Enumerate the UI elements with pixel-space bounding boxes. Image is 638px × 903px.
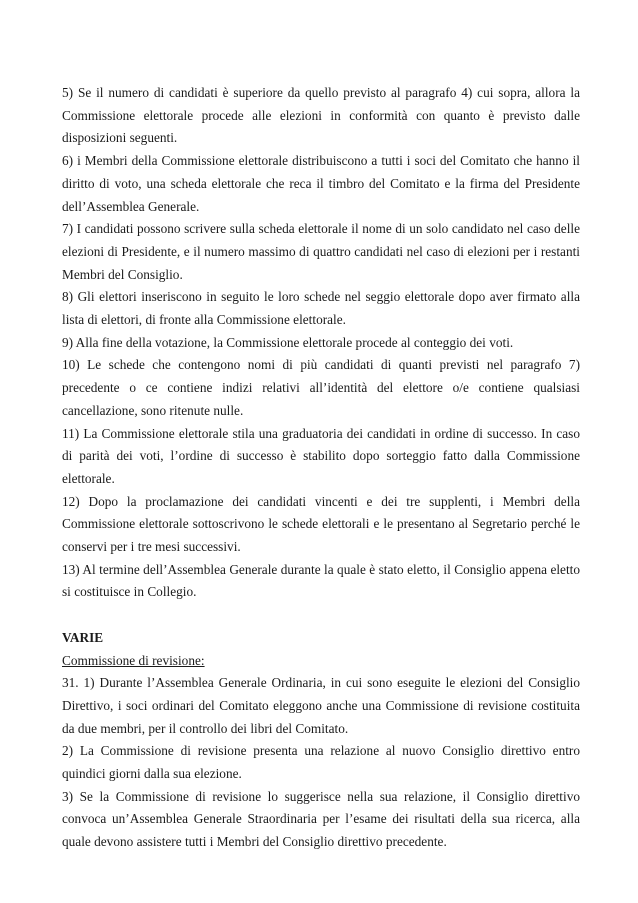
paragraph-5: 5) Se il numero di candidati è superiore da quello previsto al paragrafo 4) cui sopra, allora la Commissione elettorale procede alle elezioni in conformità con quanto è previsto dalle disposizioni seguenti. xyxy=(62,85,580,146)
document-page xyxy=(62,82,580,854)
subsection-heading: Commissione di revisione: xyxy=(62,652,205,668)
paragraph-9: 9) Alla fine della votazione, la Commissione elettorale procede al conteggio dei voti. xyxy=(62,334,514,350)
section-heading: VARIE xyxy=(62,629,104,645)
article-31-paragraph-1: 31. 1) Durante l’Assemblea Generale Ordinaria, in cui sono eseguite le elezioni del Consiglio Direttivo, i soci ordinari del Comitato eleggono anche una Commissione di revisione costituita da due membri, per il controllo dei libri del Comitato. xyxy=(62,675,580,736)
article-31-paragraph-3: 3) Se la Commissione di revisione lo suggerisce nella sua relazione, il Consiglio direttivo convoca un’Assemblea Generale Straordinaria per l’esame dei risultati della sua ricerca, alla quale devono assistere tutti i Membri del Consiglio direttivo precedente. xyxy=(62,788,580,850)
paragraph-12: 12) Dopo la proclamazione dei candidati vincenti e dei tre supplenti, i Membri della Commissione elettorale sottoscrivono le schede elettorali e le presentano al Segretario perché le conservi per i tre mesi successivi. xyxy=(62,493,580,555)
section-spacer xyxy=(62,604,580,627)
paragraph-11: 11) La Commissione elettorale stila una graduatoria dei candidati in ordine di successo. In caso di parità dei voti, l’ordine di successo è stabilito dopo sorteggio fatto dalla Commissione elettorale. xyxy=(62,425,580,486)
paragraph-6: 6) i Membri della Commissione elettorale distribuiscono a tutti i soci del Comitato che hanno il diritto di voto, una scheda elettorale che reca il timbro del Comitato e la firma del Presidente dell’Assemblea Generale. xyxy=(62,153,580,214)
paragraph-10: 10) Le schede che contengono nomi di più candidati di quanti previsti nel paragrafo 7) precedente o ce contiene indizi relativi all’identità del elettore o/e contiene qualsiasi cancellazione, sono ritenute nulle. xyxy=(62,357,580,418)
paragraph-7: 7) I candidati possono scrivere sulla scheda elettorale il nome di un solo candidato nel caso delle elezioni di Presidente, e il numero massimo di quattro candidati nel caso di elezioni per i restanti Membri del Consiglio. xyxy=(62,221,580,282)
paragraph-8: 8) Gli elettori inseriscono in seguito le loro schede nel seggio elettorale dopo aver firmato alla lista di elettori, di fronte alla Commissione elettorale. xyxy=(62,289,580,328)
article-31-paragraph-2: 2) La Commissione di revisione presenta una relazione al nuovo Consiglio direttivo entro quindici giorni dalla sua elezione. xyxy=(62,743,580,782)
paragraph-13: 13) Al termine dell’Assemblea Generale durante la quale è stato eletto, il Consiglio appena eletto si costituisce in Collegio. xyxy=(62,561,580,600)
